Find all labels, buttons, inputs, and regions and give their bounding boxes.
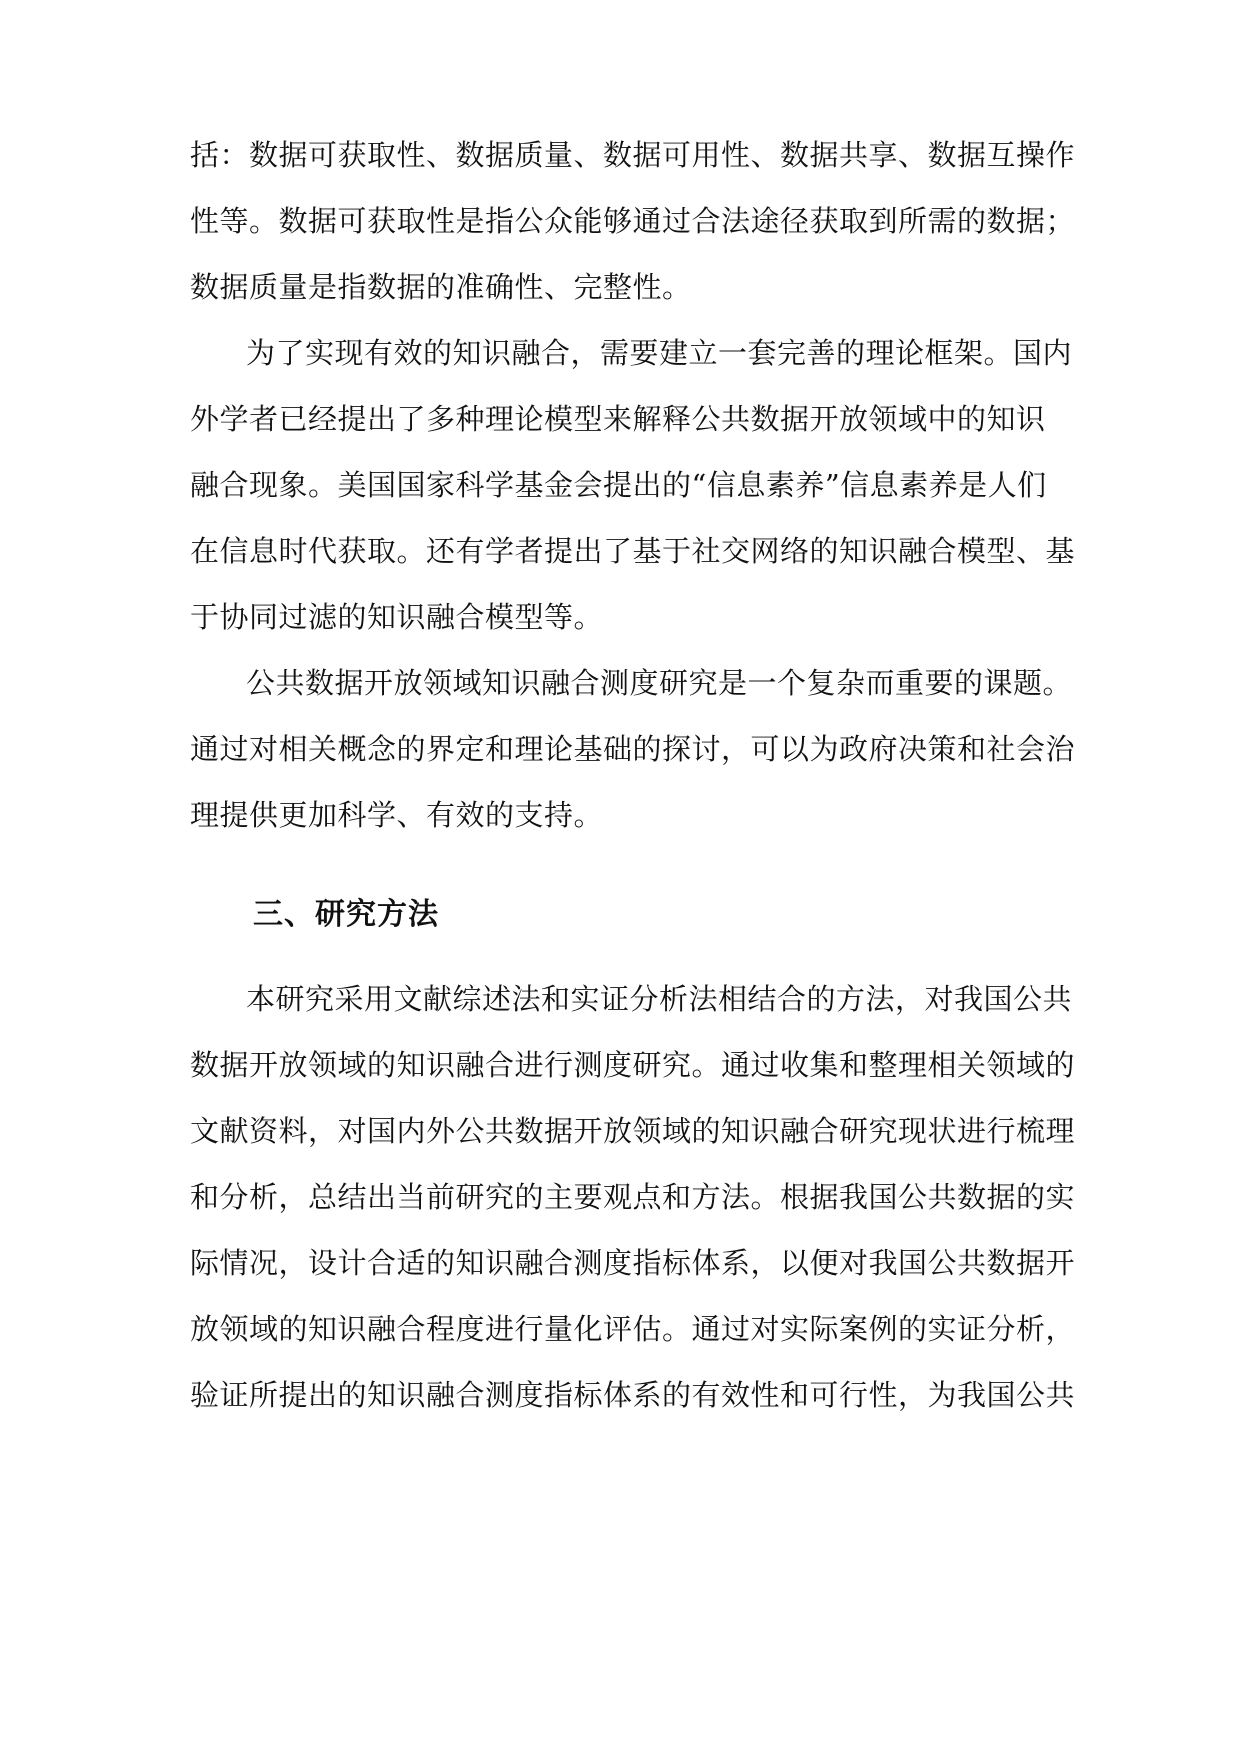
paragraph-1-line-3: 数据质量是指数据的准确性、完整性。 [190, 270, 692, 304]
paragraph-2-line-3: 融合现象。美国国家科学基金会提出的“信息素养”信息素养是人们 [190, 468, 1047, 502]
paragraph-3-line-3: 理提供更加科学、有效的支持。 [190, 798, 604, 832]
paragraph-4-line-4: 和分析，总结出当前研究的主要观点和方法。根据我国公共数据的实 [190, 1180, 1076, 1214]
paragraph-1-line-1: 括：数据可获取性、数据质量、数据可用性、数据共享、数据互操作 [190, 138, 1076, 172]
paragraph-3-line-1: 公共数据开放领域知识融合测度研究是一个复杂而重要的课题。 [246, 666, 1073, 700]
paragraph-4-line-7: 验证所提出的知识融合测度指标体系的有效性和可行性，为我国公共 [190, 1378, 1076, 1412]
paragraph-4-line-6: 放领域的知识融合程度进行量化评估。通过对实际案例的实证分析， [190, 1312, 1076, 1346]
paragraph-2-line-5: 于协同过滤的知识融合模型等。 [190, 600, 604, 634]
paragraph-3-line-2: 通过对相关概念的界定和理论基础的探讨，可以为政府决策和社会治 [190, 732, 1076, 766]
paragraph-2-line-1: 为了实现有效的知识融合，需要建立一套完善的理论框架。国内 [246, 336, 1073, 370]
paragraph-4-line-3: 文献资料，对国内外公共数据开放领域的知识融合研究现状进行梳理 [190, 1114, 1076, 1148]
paragraph-1-line-2: 性等。数据可获取性是指公众能够通过合法途径获取到所需的数据； [190, 204, 1076, 238]
paragraph-4-line-5: 际情况，设计合适的知识融合测度指标体系，以便对我国公共数据开 [190, 1246, 1076, 1280]
paragraph-4-line-1: 本研究采用文献综述法和实证分析法相结合的方法，对我国公共 [246, 982, 1073, 1016]
paragraph-2-line-4: 在信息时代获取。还有学者提出了基于社交网络的知识融合模型、基 [190, 534, 1076, 568]
paragraph-4-line-2: 数据开放领域的知识融合进行测度研究。通过收集和整理相关领域的 [190, 1048, 1076, 1082]
section-heading: 三、研究方法 [253, 897, 439, 932]
paragraph-2-line-2: 外学者已经提出了多种理论模型来解释公共数据开放领域中的知识 [190, 402, 1046, 436]
